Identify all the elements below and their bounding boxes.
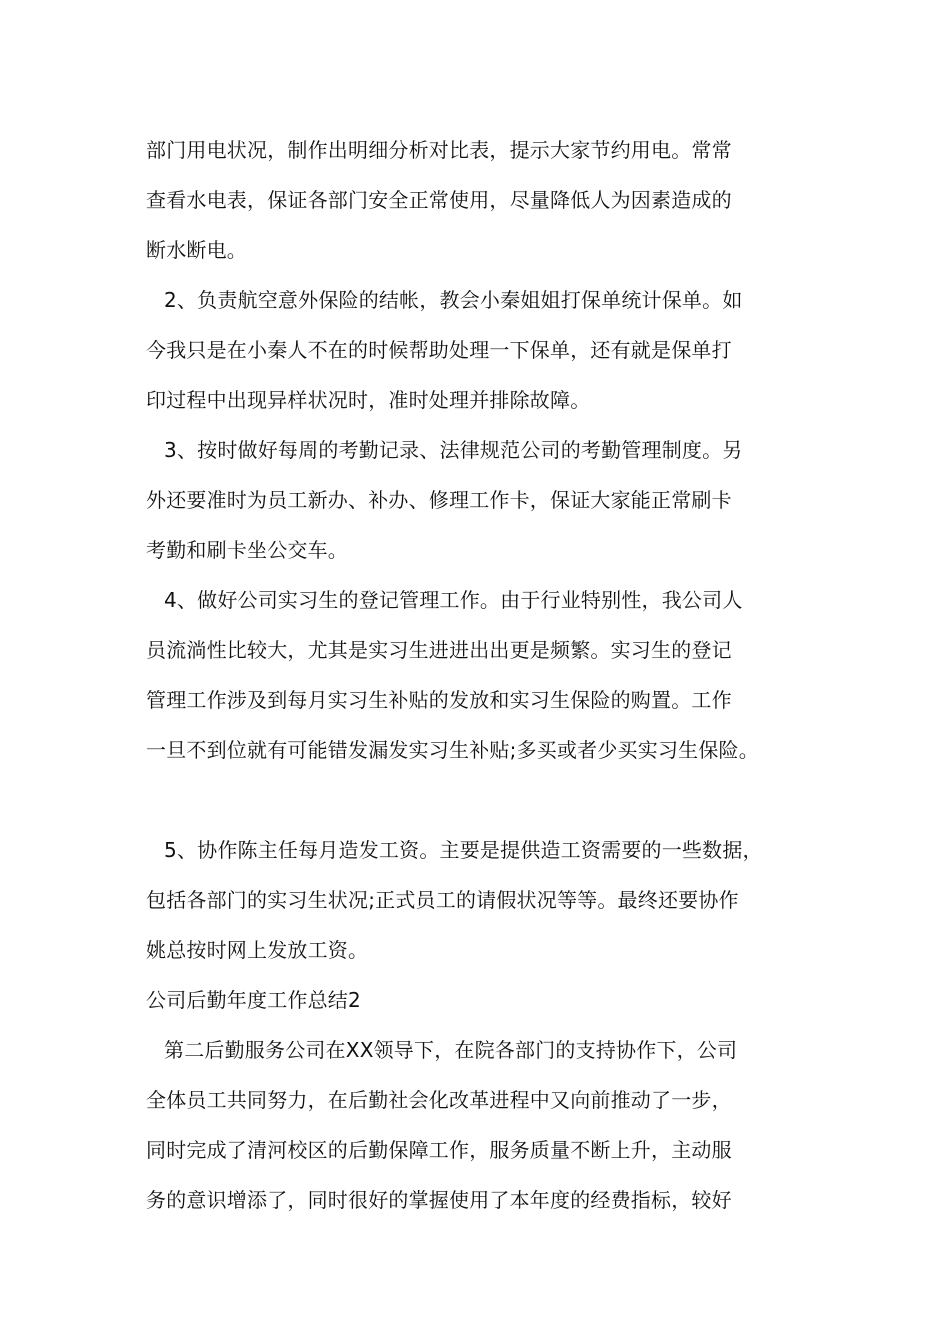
paragraph-line: 外还要准时为员工新办、补办、修理工作卡，保证大家能正常刷卡 xyxy=(146,488,732,512)
paragraph-line: 部门用电状况，制作出明细分析对比表，提示大家节约用电。常常 xyxy=(146,138,732,162)
paragraph-line: 印过程中出现异样状况时，准时处理并排除故障。 xyxy=(146,388,591,412)
paragraph-line: 管理工作涉及到每月实习生补贴的发放和实习生保险的购置。工作 xyxy=(146,688,732,712)
paragraph-line: 员流淌性比较大，尤其是实习生进进出出更是频繁。实习生的登记 xyxy=(146,638,732,662)
paragraph-line: 全体员工共同努力，在后勤社会化改革进程中又向前推动了一步， xyxy=(146,1088,732,1112)
list-item-3-line: 3、按时做好每周的考勤记录、法律规范公司的考勤管理制度。另 xyxy=(164,438,743,462)
paragraph-line: 断水断电。 xyxy=(146,238,247,262)
paragraph-line: 第二后勤服务公司在XX领导下，在院各部门的支持协作下，公司 xyxy=(164,1038,738,1062)
paragraph-line: 今我只是在小秦人不在的时候帮助处理一下保单，还有就是保单打 xyxy=(146,338,732,362)
paragraph-line: 查看水电表，保证各部门安全正常使用，尽量降低人为因素造成的 xyxy=(146,188,732,212)
list-item-2-line: 2、负责航空意外保险的结帐，教会小秦姐姐打保单统计保单。如 xyxy=(164,288,743,312)
section-title: 公司后勤年度工作总结2 xyxy=(146,988,361,1012)
paragraph-line: 务的意识增添了，同时很好的掌握使用了本年度的经费指标，较好 xyxy=(146,1188,732,1212)
list-item-5-line: 5、协作陈主任每月造发工资。主要是提供造工资需要的一些数据， xyxy=(164,838,763,862)
paragraph-line: 考勤和刷卡坐公交车。 xyxy=(146,538,348,562)
paragraph-line: 包括各部门的实习生状况;正式员工的请假状况等等。最终还要协作 xyxy=(146,888,739,912)
paragraph-line: 姚总按时网上发放工资。 xyxy=(146,938,369,962)
list-item-4-line: 4、做好公司实习生的登记管理工作。由于行业特别性，我公司人 xyxy=(164,588,743,612)
paragraph-line: 一旦不到位就有可能错发漏发实习生补贴;多买或者少买实习生保险。 xyxy=(146,738,759,762)
paragraph-line: 同时完成了清河校区的后勤保障工作，服务质量不断上升，主动服 xyxy=(146,1138,732,1162)
